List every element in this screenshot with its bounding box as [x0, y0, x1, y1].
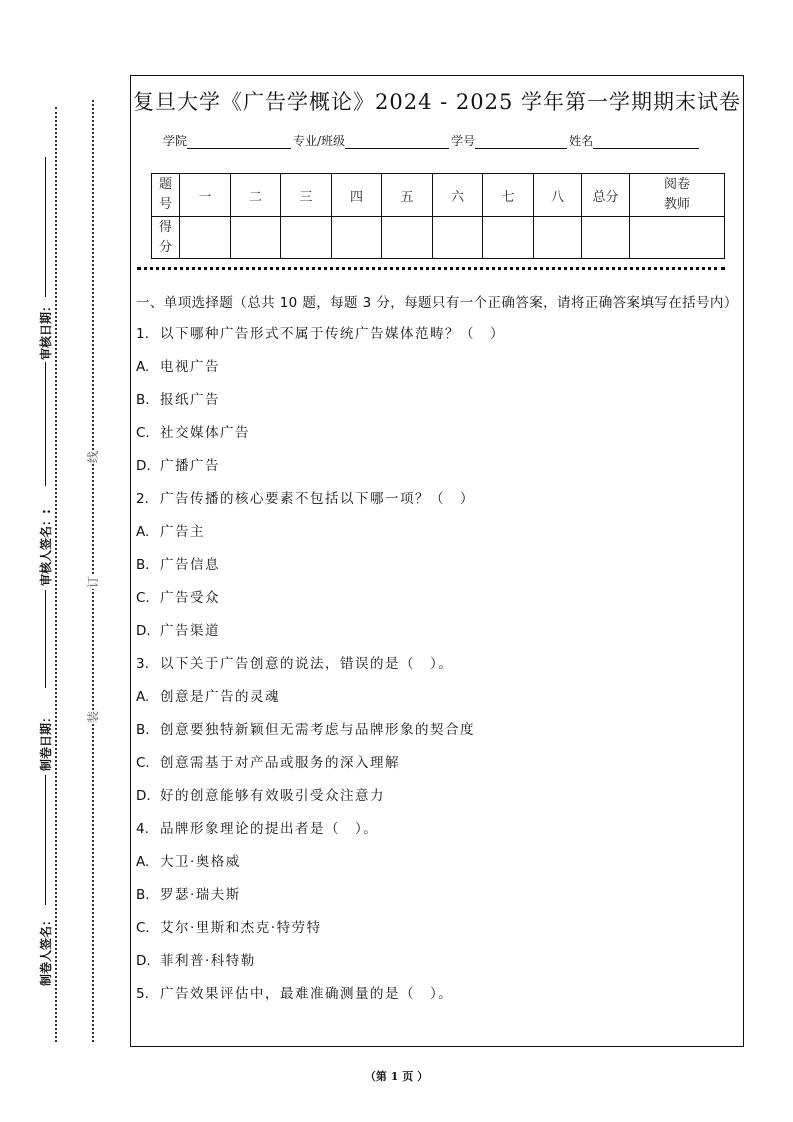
total-score-header: 总分	[582, 174, 630, 217]
option: D. 广告渠道	[136, 623, 220, 639]
option: C. 艾尔·里斯和杰克·特劳特	[136, 920, 322, 936]
review-date-label: 审核日期：	[39, 299, 53, 360]
score-row-header: 得 分	[152, 217, 180, 259]
score-cell[interactable]	[534, 217, 582, 259]
question-stem: 5. 广告效果评估中，最难准确测量的是（ ）。	[136, 986, 454, 1002]
prepare-date-label: 制卷日期：	[39, 710, 53, 771]
grader-header: 阅卷 教师	[630, 174, 725, 217]
question-stem: 3. 以下关于广告创意的说法，错误的是（ ）。	[136, 656, 454, 672]
option: C. 广告受众	[136, 590, 220, 606]
major-class-label: 专业/班级	[293, 134, 346, 148]
score-table	[151, 173, 725, 259]
student-info-row	[163, 132, 701, 149]
signature-line	[45, 362, 46, 486]
column-header: 五	[382, 174, 433, 217]
score-cell[interactable]	[231, 217, 281, 259]
option: B. 创意要独特新颖但无需考虑与品牌形象的契合度	[136, 722, 475, 738]
score-cell[interactable]	[382, 217, 433, 259]
section-single-choice	[136, 293, 738, 1017]
section-heading: 一、单项选择题（总共 10 题，每题 3 分，每题只有一个正确答案，请将正确答案填写在括号内）	[136, 295, 738, 311]
column-header: 三	[281, 174, 332, 217]
signature-line	[45, 590, 46, 688]
column-header: 六	[433, 174, 483, 217]
cut-mark-zhuang: 装	[86, 711, 100, 724]
major-class-field[interactable]	[345, 134, 449, 149]
score-cell[interactable]	[483, 217, 534, 259]
binding-dotted-line-outer	[92, 100, 94, 1042]
question-stem: 1. 以下哪种广告形式不属于传统广告媒体范畴？（ ）	[136, 326, 505, 342]
question-stem: 4. 品牌形象理论的提出者是（ ）。	[136, 821, 379, 837]
column-header: 八	[534, 174, 582, 217]
signature-line	[45, 157, 46, 297]
score-cell[interactable]	[180, 217, 231, 259]
column-header: 一	[180, 174, 231, 217]
exam-page-frame	[130, 75, 744, 1047]
column-header: 七	[483, 174, 534, 217]
dotted-separator	[137, 267, 725, 270]
college-label: 学院	[163, 134, 188, 148]
exam-title: 复旦大学《广告学概论》2024 - 2025 学年第一学期期末试卷	[132, 90, 741, 114]
student-id-label: 学号	[451, 134, 476, 148]
option: D. 广播广告	[136, 458, 220, 474]
option: A. 大卫·奥格威	[136, 854, 241, 870]
college-field[interactable]	[187, 134, 291, 149]
total-score-cell[interactable]	[582, 217, 630, 259]
option: A. 电视广告	[136, 359, 220, 375]
student-id-field[interactable]	[475, 134, 567, 149]
column-header: 二	[231, 174, 281, 217]
cut-mark-ding: 订	[86, 576, 100, 589]
option: B. 报纸广告	[136, 392, 220, 408]
cut-mark-xian: 线	[86, 451, 100, 464]
score-cell[interactable]	[281, 217, 332, 259]
preparer-signature-label: 制卷人签名：	[39, 913, 53, 986]
signature-line	[45, 775, 46, 905]
name-label: 姓名	[569, 134, 594, 148]
column-header: 四	[332, 174, 382, 217]
option: B. 广告信息	[136, 557, 220, 573]
option: A. 广告主	[136, 524, 205, 540]
question-stem: 2. 广告传播的核心要素不包括以下哪一项？（ ）	[136, 491, 475, 507]
reviewer-signature-label: 审核人签名：:	[39, 509, 53, 586]
question-number-header: 题 号	[152, 174, 180, 217]
option: D. 好的创意能够有效吸引受众注意力	[136, 788, 385, 804]
option: C. 创意需基于对产品或服务的深入理解	[136, 755, 400, 771]
name-field[interactable]	[593, 134, 699, 149]
score-cell[interactable]	[433, 217, 483, 259]
score-table-score-row	[152, 217, 725, 259]
page-number: （第 1 页 ）	[364, 1070, 429, 1083]
option: A. 创意是广告的灵魂	[136, 689, 280, 705]
score-table-header-row	[152, 174, 725, 217]
option: B. 罗瑟·瑞夫斯	[136, 887, 241, 903]
option: C. 社交媒体广告	[136, 425, 250, 441]
option: D. 菲利普·科特勒	[136, 953, 256, 969]
binding-dotted-line-inner	[55, 107, 57, 1042]
score-cell[interactable]	[332, 217, 382, 259]
grader-cell[interactable]	[630, 217, 725, 259]
